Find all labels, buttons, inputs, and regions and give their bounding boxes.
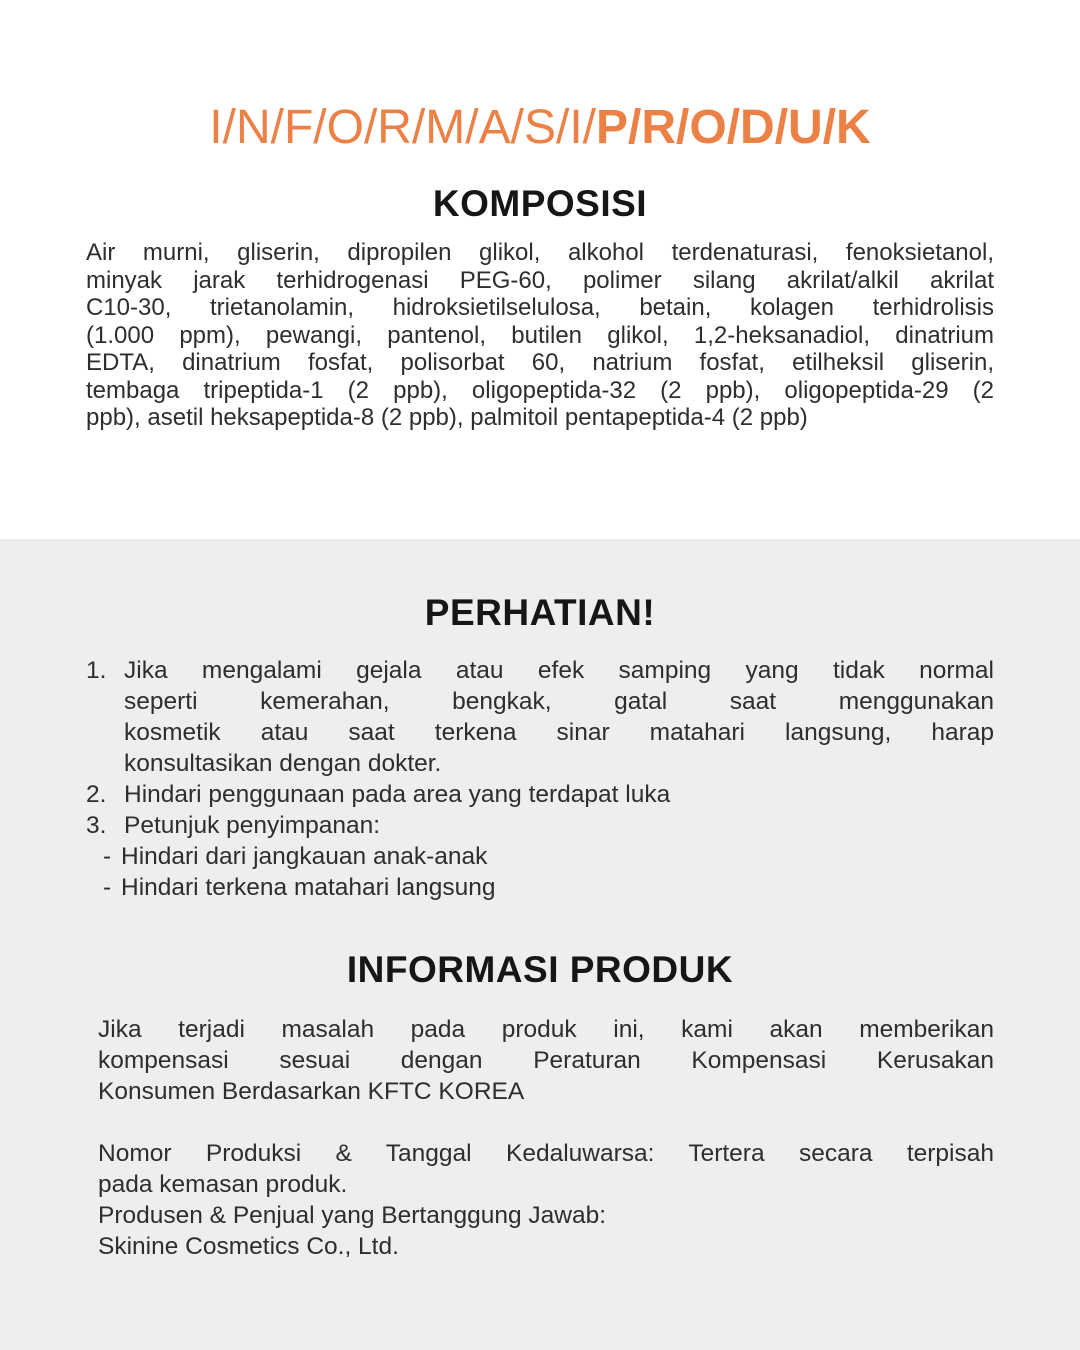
text-line: tembaga tripeptida-1 (2 ppb), oligopeptida-32 (2 ppb), oligopeptida-29 (2	[86, 376, 994, 404]
komposisi-heading: KOMPOSISI	[432, 183, 648, 224]
item-number: 2.	[86, 781, 107, 808]
text-line: konsultasikan dengan dokter.	[124, 750, 442, 777]
perhatian-list	[86, 655, 994, 903]
komposisi-section	[0, 0, 1080, 539]
perhatian-informasi-section	[0, 539, 1080, 1350]
text-line: EDTA, dinatrium fosfat, polisorbat 60, natrium fosfat, etilheksil gliserin,	[86, 349, 994, 376]
perhatian-item-3	[86, 810, 994, 841]
text-line: kosmetik atau saat terkena sinar matahari langsung, harap	[124, 719, 994, 746]
item-number: 3.	[86, 812, 107, 839]
kompensasi-text	[86, 1014, 994, 1107]
page-title-bold-segment: P/R/O/D/U/K	[596, 101, 871, 154]
item-number: 1.	[86, 657, 107, 684]
perhatian-item-2-text	[112, 779, 994, 810]
text-line: Hindari penggunaan pada area yang terdapat luka	[124, 781, 671, 808]
dash-bullet: -	[103, 874, 112, 901]
perhatian-heading: PERHATIAN!	[424, 592, 656, 633]
text-line: C10-30, trietanolamin, hidroksietilselulosa, betain, kolagen terhidrolisis	[86, 294, 994, 321]
page-title-light-segment: I/N/F/O/R/M/A/S/I/	[209, 101, 596, 154]
text-line: Nomor Produksi & Tanggal Kedaluwarsa: Tertera secara terpisah	[98, 1140, 994, 1167]
text-line: Air murni, gliserin, dipropilen glikol, alkohol terdenaturasi, fenoksietanol,	[86, 239, 994, 266]
perhatian-item-2	[86, 779, 994, 810]
dash-bullet: -	[103, 843, 112, 870]
text-line: ppb), asetil heksapeptida-8 (2 ppb), palmitoil pentapeptida-4 (2 ppb)	[86, 404, 808, 431]
informasi-produk-heading: INFORMASI PRODUK	[346, 949, 734, 990]
perhatian-item-3-text	[112, 810, 994, 841]
perhatian-item-1	[86, 655, 994, 779]
text-line: minyak jarak terhidrogenasi PEG-60, polimer silang akrilat/alkil akrilat	[86, 266, 994, 294]
text-line: kompensasi sesuai dengan Peraturan Kompensasi Kerusakan	[98, 1047, 994, 1074]
text-line: Jika terjadi masalah pada produk ini, kami akan memberikan	[98, 1016, 994, 1043]
text-line: (1.000 ppm), pewangi, pantenol, butilen glikol, 1,2-heksanadiol, dinatrium	[86, 321, 994, 349]
produsen-name: Skinine Cosmetics Co., Ltd.	[98, 1233, 399, 1260]
page-title	[86, 0, 994, 156]
storage-subitem-1-text: Hindari dari jangkauan anak-anak	[121, 843, 488, 870]
text-line: Jika mengalami gejala atau efek samping yang tidak normal	[124, 657, 994, 684]
produksi-text	[98, 1138, 994, 1200]
perhatian-item-1-text	[112, 655, 994, 779]
text-line: Konsumen Berdasarkan KFTC KOREA	[98, 1078, 525, 1105]
text-line: pada kemasan produk.	[98, 1171, 348, 1198]
storage-subitem-1	[86, 841, 994, 872]
produsen-label: Produsen & Penjual yang Bertanggung Jawab:	[98, 1202, 607, 1229]
komposisi-text	[86, 239, 994, 432]
storage-subitem-2	[86, 872, 994, 903]
produksi-block	[86, 1138, 994, 1262]
text-line: Petunjuk penyimpanan:	[124, 812, 381, 839]
storage-subitem-2-text: Hindari terkena matahari langsung	[121, 874, 496, 901]
text-line: seperti kemerahan, bengkak, gatal saat menggunakan	[124, 688, 994, 715]
